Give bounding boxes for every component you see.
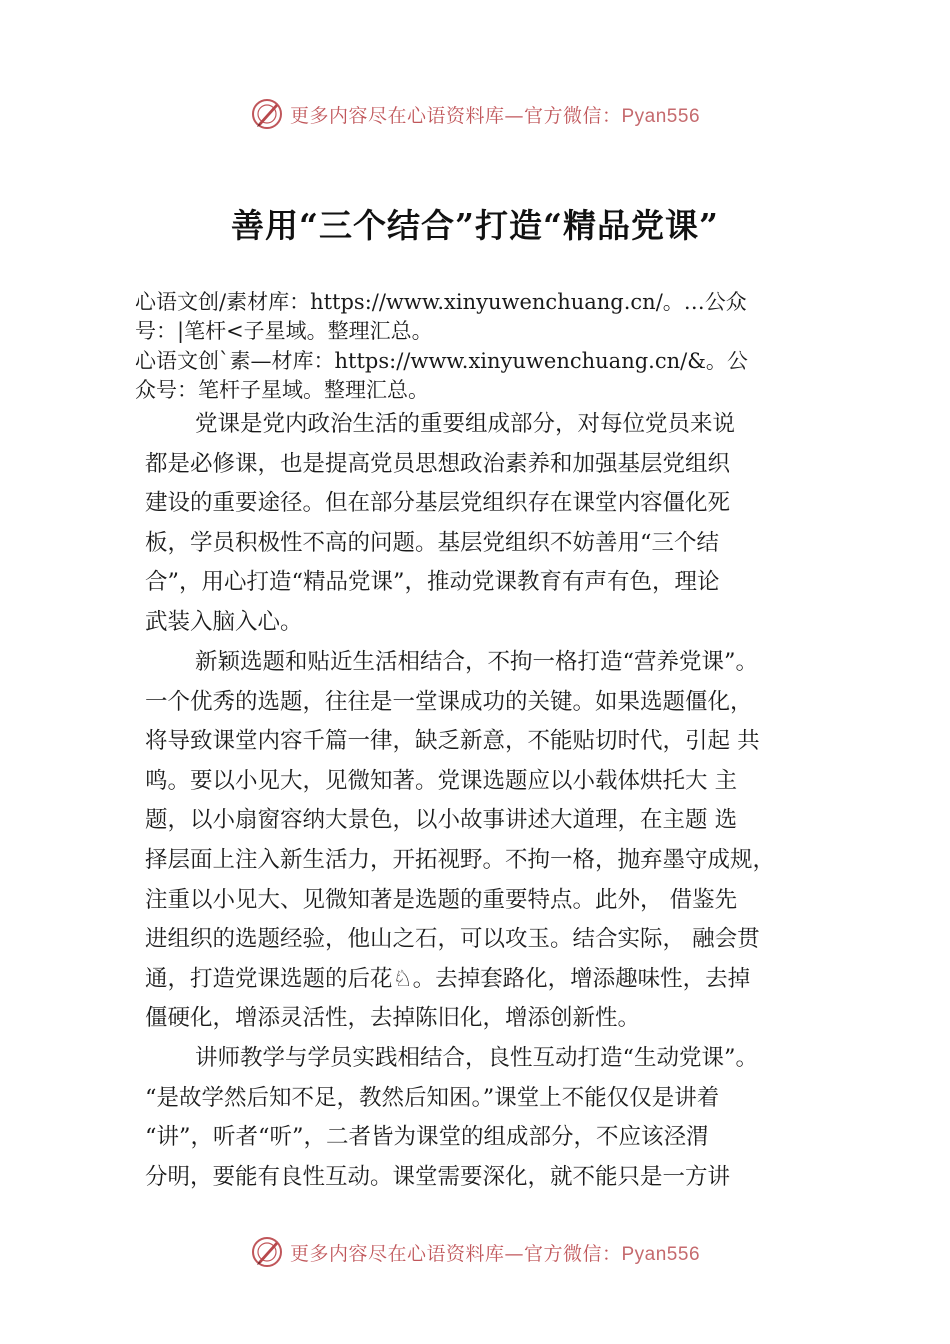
text-line: 注重以小见大、见微知著是选题的重要特点。此外， 借鉴先	[145, 886, 738, 913]
pen-logo-icon	[250, 1235, 284, 1269]
banner-text: 更多内容尽在心语资料库—官方微信：	[289, 1242, 622, 1265]
pen-logo-icon	[250, 97, 284, 131]
text-line: “讲”，听者“听”，二者皆为课堂的组成部分，不应该泾渭	[145, 1124, 709, 1151]
text-line: 一个优秀的选题，往往是一堂课成功的关键。如果选题僵化，	[145, 688, 753, 715]
header-banner	[0, 94, 950, 134]
source-note-1	[135, 288, 850, 346]
text-line: 党课是党内政治生活的重要组成部分，对每位党员来说	[195, 411, 736, 437]
text-line: 僵硬化，增添灵活性，去掉陈旧化，增添创新性。	[145, 1005, 641, 1032]
paragraph-3	[145, 1039, 845, 1197]
text-line: 都是必修课，也是提高党员思想政治素养和加强基层党组织	[145, 450, 731, 477]
source-line: 心语文创`素—材库：https://www.xinyuwenchuang.cn/&。公	[135, 349, 748, 373]
text-line: 讲师教学与学员实践相结合，良性互动打造“生动党课”。	[195, 1045, 759, 1071]
text-line: 新颖选题和贴近生活相结合，不拘一格打造“营养党课”。	[195, 649, 759, 675]
footer-banner	[0, 1232, 950, 1272]
text-line: 择层面上注入新生活力，开拓视野。不拘一格，抛弃墨守成规，	[145, 846, 776, 873]
source-note-2	[135, 347, 850, 405]
text-line: 武装入脑入心。	[145, 608, 303, 635]
text-line: 题，以小扇窗容纳大景色，以小故事讲述大道理，在主题 选	[145, 807, 738, 834]
document-title: 善用“三个结合”打造“精品党课”	[231, 206, 719, 245]
text-line: 板，学员积极性不高的问题。基层党组织不妨善用“三个结	[145, 529, 720, 556]
text-line: 进组织的选题经验，他山之石，可以攻玉。结合实际， 融会贯	[145, 926, 760, 953]
text-line: 将导致课堂内容千篇一律，缺乏新意，不能贴切时代，引起 共	[145, 728, 760, 755]
source-line: 号：|笔杆<子星域。整理汇总。	[135, 319, 433, 343]
paragraph-2	[145, 643, 845, 1039]
text-line: “是故学然后知不足，教然后知困。”课堂上不能仅仅是讲着	[145, 1084, 720, 1111]
wechat-id: Pyan556	[621, 105, 701, 127]
paragraph-1	[145, 405, 845, 643]
source-line: 众号：笔杆子星域。整理汇总。	[135, 378, 429, 402]
banner-text: 更多内容尽在心语资料库—官方微信：	[289, 104, 622, 127]
text-line: 合”，用心打造“精品党课”，推动党课教育有声有色，理论	[145, 569, 720, 596]
wechat-id: Pyan556	[621, 1243, 701, 1265]
text-line: 通，打造党课选题的后花♘。去掉套路化，增添趣味性，去掉	[145, 965, 751, 992]
text-line: 鸣。要以小见大，见微知著。党课选题应以小载体烘托大 主	[145, 767, 738, 794]
source-line: 心语文创/素材库：https://www.xinyuwenchuang.cn/。…公众	[135, 290, 747, 314]
text-line: 建设的重要途径。但在部分基层党组织存在课堂内容僵化死	[145, 490, 731, 517]
text-line: 分明，要能有良性互动。课堂需要深化，就不能只是一方讲	[145, 1163, 731, 1190]
